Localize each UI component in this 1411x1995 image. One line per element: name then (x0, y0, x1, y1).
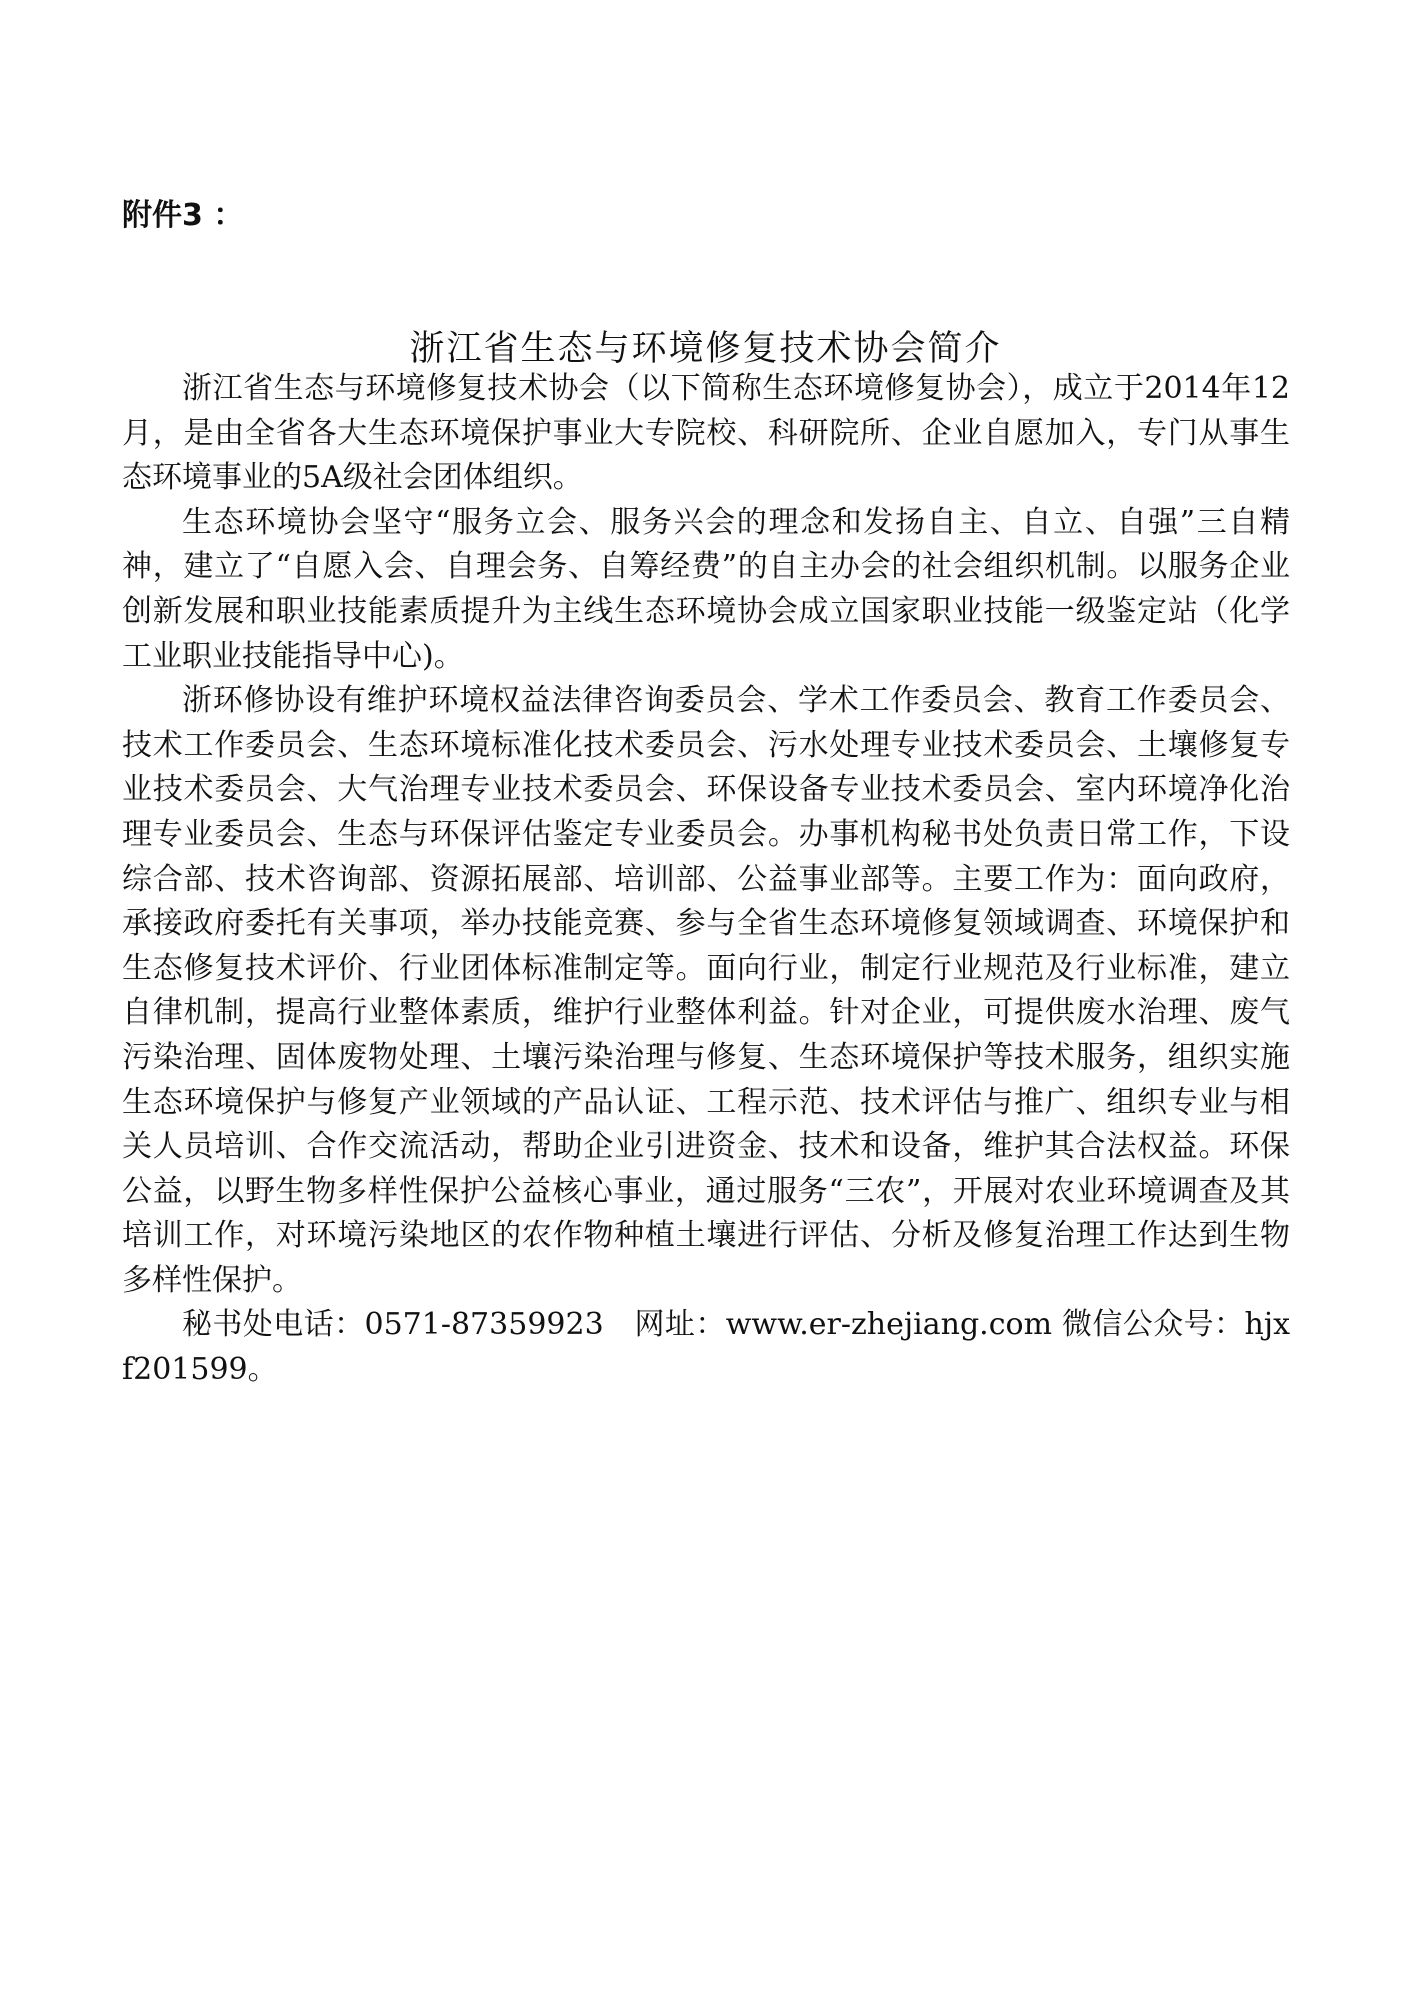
paragraph-organization: 浙环修协设有维护环境权益法律咨询委员会、学术工作委员会、教育工作委员会、技术工作委员会、生态环境标准化技术委员会、污水处理专业技术委员会、土壤修复专业技术委员会、大气治理专业技术委员会、环保设备专业技术委员会、室内环境净化治理专业委员会、生态与环保评估鉴定专业委员会。办事机构秘书处负责日常工作，下设综合部、技术咨询部、资源拓展部、培训部、公益事业部等。主要工作为：面向政府，承接政府委托有关事项，举办技能竞赛、参与全省生态环境修复领域调查、环境保护和生态修复技术评价、行业团体标准制定等。面向行业，制定行业规范及行业标准，建立自律机制，提高行业整体素质，维护行业整体利益。针对企业，可提供废水治理、废气污染治理、固体废物处理、土壤污染治理与修复、生态环境保护等技术服务，组织实施生态环境保护与修复产业领域的产品认证、工程示范、技术评估与推广、组织专业与相关人员培训、合作交流活动，帮助企业引进资金、技术和设备，维护其合法权益。环保公益，以野生物多样性保护公益核心事业，通过服务“三农”，开展对农业环境调查及其培训工作，对环境污染地区的农作物种植土壤进行评估、分析及修复治理工作达到生物多样性保护。 (122, 683, 1290, 1298)
paragraph-principles: 生态环境协会坚守“服务立会、服务兴会的理念和发扬自主、自立、自强”三自精神，建立了“自愿入会、自理会务、自筹经费”的自主办会的社会组织机制。以服务企业创新发展和职业技能素质提升为主线生态环境协会成立国家职业技能一级鉴定站（化学工业职业技能指导中心)。 (122, 504, 1290, 674)
page-title: 浙江省生态与环境修复技术协会简介 (409, 329, 1002, 369)
paragraph-introduction: 浙江省生态与环境修复技术协会（以下简称生态环境修复协会），成立于2014年12月，是由全省各大生态环境保护事业大专院校、科研院所、企业自愿加入，专门从事生态环境事业的5A级社会团体组织。 (122, 371, 1290, 496)
attachment-label: 附件3 ： (122, 198, 244, 233)
paragraph-contact: 秘书处电话：0571-87359923 网址：www.er-zhejiang.com 微信公众号：hjxf201599。 (122, 1307, 1290, 1388)
body-text (122, 367, 1290, 1393)
